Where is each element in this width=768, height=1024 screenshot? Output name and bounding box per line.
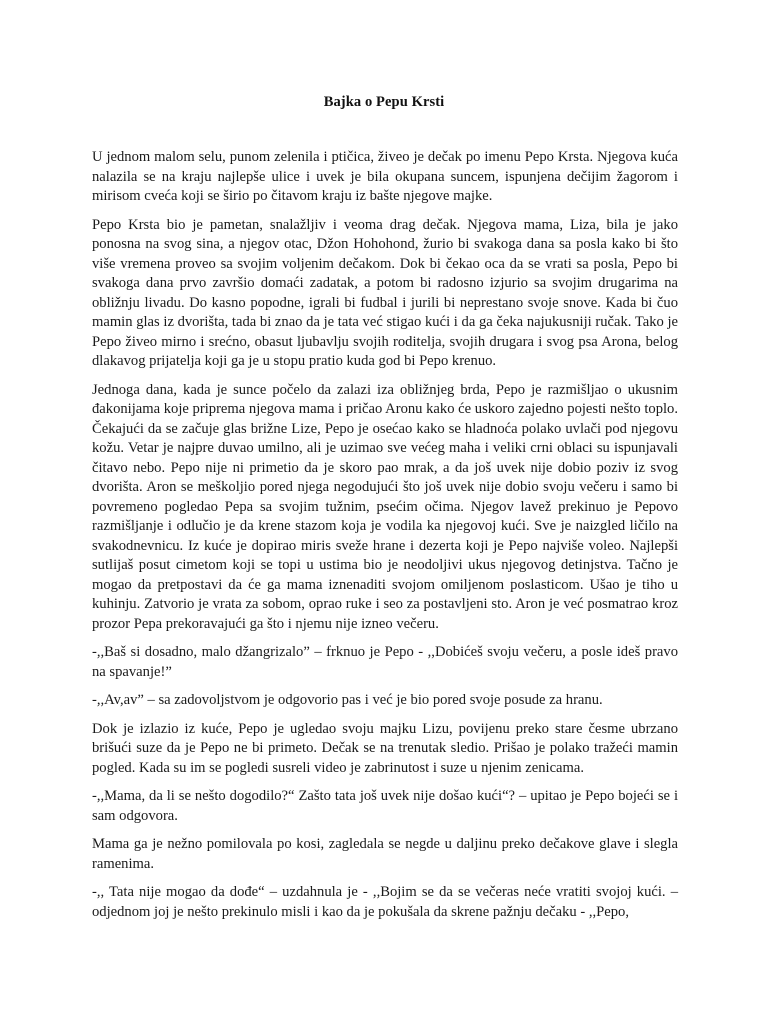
paragraph: Mama ga je nežno pomilovala po kosi, zagledala se negde u daljinu preko dečakove glave i slegla ramenima.	[92, 836, 678, 872]
paragraph: Pepo Krsta bio je pametan, snalažljiv i veoma drag dečak. Njegova mama, Liza, bila je jako ponosna na svog sina, a njegov otac, Džon Hohohond, žurio bi svakoga dana sa posla kako bi što više vremena proveo sa svojim voljenim dečakom. Dok bi čekao oca da se vrati sa posla, Pepo bi svakoga dana prvo završio domaći zadatak, a potom bi radosno izjurio sa svojim drugarima na obližnju livadu. Do kasno popodne, igrali bi fudbal i jurili bi neprestano svoje snove. Kada bi čuo mamin glas iz dvorišta, tada bi znao da je tata već stigao kući i da ga čeka najukusniji ručak. Tako je Pepo živeo mirno i srećno, obasut ljubavlju svojih roditelja, svojih drugara i svog psa Arona, belog dlakavog prijatelja koji ga je u stopu pratio kuda god bi Pepo krenuo.	[92, 216, 678, 369]
dialogue-line: -,, Tata nije mogao da dođe“ – uzdahnula je - ,,Bojim se da se večeras neće vratiti svojoj kući. – odjednom joj je nešto prekinulo misli i kao da je pokušala da skrene pažnju dečaku - ,,Pepo,	[92, 884, 678, 920]
dialogue-line: -,,Mama, da li se nešto dogodilo?“ Zašto tata još uvek nije došao kući“? – upitao je Pepo bojeći se i sam odgovora.	[92, 788, 678, 824]
dialogue-line: -,,Av,av” – sa zadovoljstvom je odgovorio pas i već je bio pored svoje posude za hranu.	[92, 692, 603, 708]
document-title: Bajka o Pepu Krsti	[323, 94, 445, 110]
paragraph: Jednoga dana, kada je sunce počelo da zalazi iza obližnjeg brda, Pepo je razmišljao o ukusnim đakonijama koje priprema njegova mama i pričao Aronu kako će uskoro zajedno pojesti nešto toplo. Čekajući da se začuje glas brižne Lize, Pepo je osećao kako se hladnoća polako uvlači pod njegovu kožu. Vetar je najpre duvao umilno, ali je uzimao sve većeg maha i veliki crni oblaci su ispunjavali čitavo nebo. Pepo nije ni primetio da je skoro pao mrak, a da još uvek nije dobio poziv iz svog dvorišta. Aron se meškoljio pored njega negodujući što još uvek nije dobio svoju večeru i samo bi povremeno pogledao Pepa sa svojim tužnim, psećim očima. Njegov lavež prekinuo je Pepovo razmišljanje i odlučio je da krene stazom koja je vodila ka njegovoj kući. Sve je naizgled ličilo na svakodnevnicu. Iz kuće je dopirao miris sveže hrane i dezerta koji je Pepo najviše voleo. Najlepši sutlijaš posut cimetom koji se topi u ustima bio je neodoljivi ukus njegovog detinjstva. Tačno je mogao da pretpostavi da će ga mama iznenaditi svojom omiljenom poslasticom. Ušao je tiho u kuhinju. Zatvorio je vrata za sobom, oprao ruke i seo za postavljeni sto. Aron je već posmatrao kroz prozor Pepa prekoravajući ga što i njemu nije izneo večeru.	[92, 381, 678, 632]
paragraph: U jednom malom selu, punom zelenila i ptičica, živeo je dečak po imenu Pepo Krsta. Njegova kuća nalazila se na kraju najlepše ulice i uvek je bila okupana suncem, ispunjena dečijim žagorom i mirisom cveća koji se širio po čitavom kraju iz bašte njegove majke.	[92, 149, 678, 204]
dialogue-line: -,,Baš si dosadno, malo džangrizalo” – frknuo je Pepo - ,,Dobićeš svoju večeru, a posle ideš pravo na spavanje!”	[92, 644, 678, 680]
paragraph: Dok je izlazio iz kuće, Pepo je ugledao svoju majku Lizu, povijenu preko stare česme ubrzano brišući suze da je Pepo ne bi primeto. Dečak se na trenutak sledio. Prišao je polako tražeći mamin pogled. Kada su im se pogledi susreli video je zabrinutost i suze u njenim zenicama.	[92, 720, 678, 776]
document-body	[92, 148, 678, 931]
